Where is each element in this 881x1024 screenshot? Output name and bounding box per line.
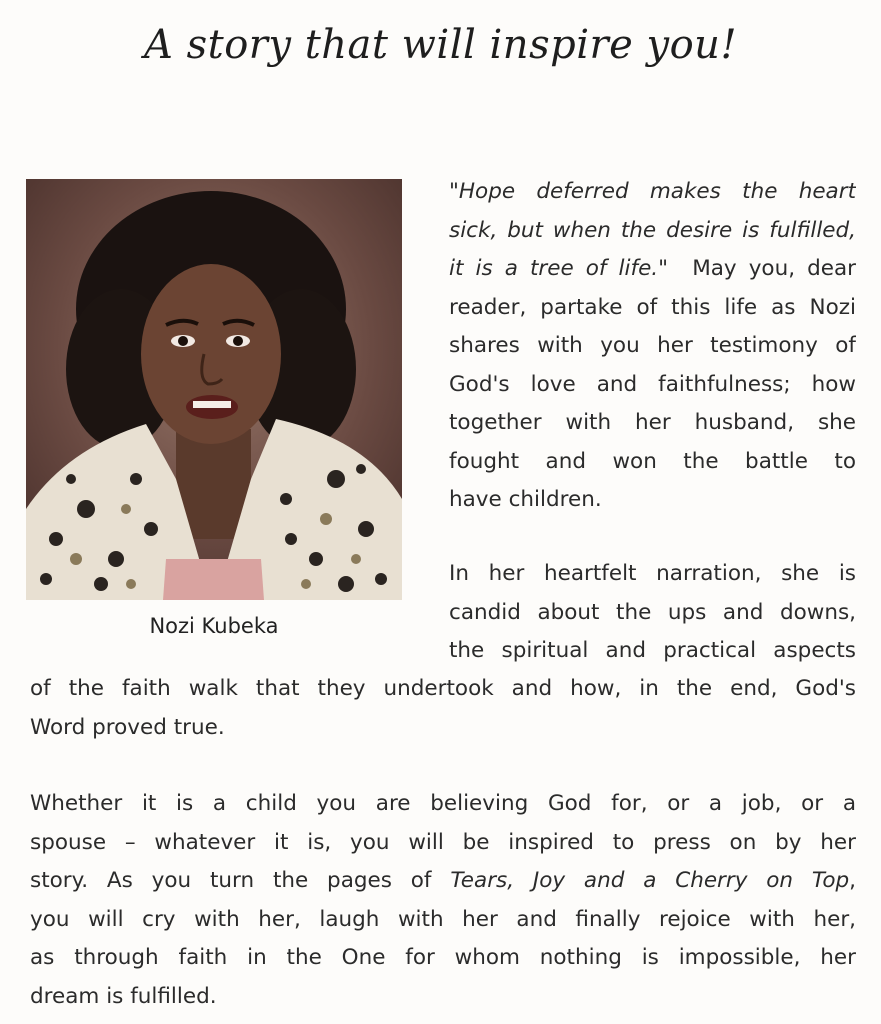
paragraph-intro — [449, 173, 856, 520]
text-line: God's love and faithfulness; how — [449, 371, 856, 397]
text-line: as through faith in the One for whom nothing is impossible, her — [30, 945, 856, 970]
text-line: you will cry with her, laugh with her and finally rejoice with her, — [30, 906, 856, 932]
text-line: Whether it is a child you are believing God for, or a job, or a — [30, 791, 856, 816]
text-line: have children. — [449, 487, 602, 512]
text-line: of the faith walk that they undertook and how, in the end, God's — [30, 676, 856, 701]
text-line: fought and won the battle to — [449, 448, 856, 474]
text-line: reader, partake of this life as Nozi — [449, 294, 856, 320]
paragraph-closing — [30, 785, 856, 1016]
text-line: spouse – whatever it is, you will be inspired to press on by her — [30, 829, 856, 855]
paragraph-narration — [449, 555, 856, 671]
text-line: the spiritual and practical aspects — [449, 638, 856, 663]
text-line: shares with you her testimony of — [449, 333, 856, 358]
text-line: it is a tree of life." May you, dear — [449, 256, 856, 281]
text-line: together with her husband, she — [449, 410, 856, 435]
text-line: Word proved true. — [30, 714, 225, 740]
text-line: In her heartfelt narration, she is — [449, 561, 856, 586]
paragraph-narration-cont — [30, 670, 856, 747]
text-line: dream is fulfilled. — [30, 983, 217, 1009]
text-line: story. As you turn the pages of Tears, Joy and a Cherry on Top, — [30, 868, 856, 893]
photo-caption: Nozi Kubeka — [149, 614, 279, 638]
book-title: Tears, Joy and a Cherry on Top — [450, 868, 850, 893]
author-photo — [26, 179, 402, 600]
text-line: candid about the ups and downs, — [449, 599, 856, 625]
text-line: sick, but when the desire is fulfilled, — [449, 217, 856, 243]
text-line: "Hope deferred makes the heart — [449, 179, 856, 204]
page-title: A story that will inspire you! — [143, 22, 738, 68]
